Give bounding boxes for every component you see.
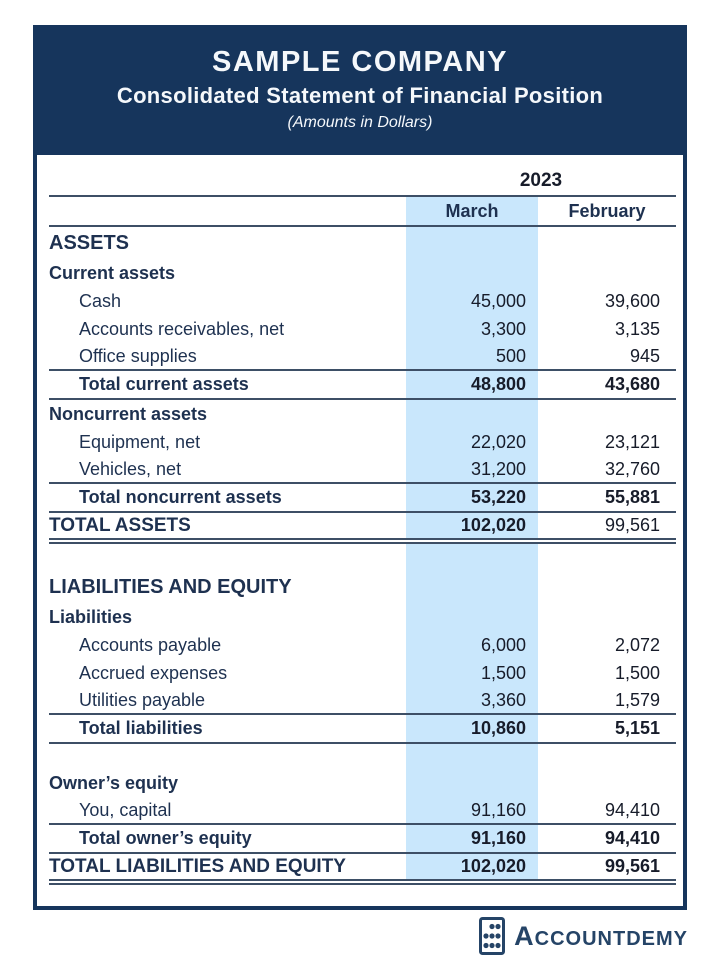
item-row bbox=[49, 456, 676, 484]
march-value bbox=[406, 744, 538, 769]
row-label: Accrued expenses bbox=[79, 662, 228, 683]
march-value: 45,000 bbox=[406, 287, 538, 315]
row-label: Utilities payable bbox=[79, 689, 206, 710]
grand-row bbox=[49, 513, 676, 544]
subsection-row bbox=[49, 603, 676, 631]
march-value: 6,000 bbox=[406, 631, 538, 659]
row-label: Cash bbox=[79, 290, 122, 311]
row-label: Total current assets bbox=[79, 374, 249, 394]
march-value bbox=[406, 227, 538, 259]
row-label: Liabilities bbox=[49, 606, 133, 627]
total-row bbox=[49, 715, 676, 744]
item-row bbox=[49, 659, 676, 687]
year-row bbox=[49, 167, 676, 197]
subsection-row bbox=[49, 769, 676, 797]
total-row bbox=[49, 484, 676, 513]
row-label: TOTAL LIABILITIES AND EQUITY bbox=[49, 855, 346, 877]
march-value: 102,020 bbox=[406, 854, 538, 879]
march-value: 1,500 bbox=[406, 659, 538, 687]
february-value: 55,881 bbox=[604, 487, 660, 507]
item-row bbox=[49, 687, 676, 715]
column-header-spacer bbox=[49, 197, 406, 225]
february-value bbox=[538, 744, 676, 769]
row-label: Owner’s equity bbox=[49, 772, 179, 793]
statement-subtitle: (Amounts in Dollars) bbox=[287, 114, 433, 132]
statement-title: Consolidated Statement of Financial Position bbox=[116, 83, 604, 109]
march-value bbox=[406, 769, 538, 797]
row-label bbox=[49, 544, 406, 571]
column-header-row bbox=[49, 197, 676, 227]
march-value: 91,160 bbox=[406, 825, 538, 852]
march-value: 22,020 bbox=[406, 428, 538, 456]
total-row bbox=[49, 371, 676, 400]
total-row bbox=[49, 825, 676, 854]
february-value bbox=[538, 227, 676, 259]
february-value: 1,579 bbox=[614, 689, 660, 710]
item-row bbox=[49, 287, 676, 315]
march-value bbox=[406, 571, 538, 603]
february-value: 99,561 bbox=[604, 856, 660, 876]
february-value bbox=[538, 571, 676, 603]
item-row bbox=[49, 631, 676, 659]
february-value: 1,500 bbox=[614, 662, 660, 683]
february-value bbox=[538, 544, 676, 571]
february-value: 945 bbox=[629, 345, 660, 366]
row-label: Noncurrent assets bbox=[49, 403, 208, 424]
grand-row bbox=[49, 854, 676, 885]
row-label: Total owner’s equity bbox=[79, 828, 252, 848]
abacus-logo-icon bbox=[479, 917, 505, 955]
year-label: 2023 bbox=[519, 170, 563, 191]
february-value bbox=[538, 769, 676, 797]
row-label: Vehicles, net bbox=[79, 458, 182, 479]
item-row bbox=[49, 315, 676, 343]
march-value: 91,160 bbox=[406, 797, 538, 823]
row-label bbox=[49, 744, 406, 769]
row-label: Total liabilities bbox=[79, 718, 203, 738]
company-name: SAMPLE COMPANY bbox=[212, 46, 508, 78]
march-value: 3,300 bbox=[406, 315, 538, 343]
column-header-february: February bbox=[568, 200, 646, 221]
row-label: Accounts receivables, net bbox=[79, 318, 285, 339]
statement-header bbox=[37, 29, 683, 155]
section-row bbox=[49, 227, 676, 259]
row-label: TOTAL ASSETS bbox=[49, 514, 191, 536]
subsection-row bbox=[49, 259, 676, 287]
march-value: 500 bbox=[406, 343, 538, 369]
spacer-row bbox=[49, 744, 676, 769]
march-value: 3,360 bbox=[406, 687, 538, 713]
march-value bbox=[406, 544, 538, 571]
column-header-march: March bbox=[406, 197, 538, 225]
row-label: ASSETS bbox=[49, 231, 130, 254]
statement-panel bbox=[33, 25, 687, 910]
february-value: 94,410 bbox=[604, 799, 660, 820]
february-value: 2,072 bbox=[614, 634, 660, 655]
spacer-row bbox=[49, 544, 676, 571]
february-value bbox=[538, 259, 676, 287]
february-value: 5,151 bbox=[614, 718, 660, 738]
year-row-spacer bbox=[49, 167, 406, 195]
march-value bbox=[406, 603, 538, 631]
march-value: 53,220 bbox=[406, 484, 538, 511]
march-value: 10,860 bbox=[406, 715, 538, 742]
february-value: 3,135 bbox=[614, 318, 660, 339]
item-row bbox=[49, 343, 676, 371]
item-row bbox=[49, 428, 676, 456]
row-label: Equipment, net bbox=[79, 431, 201, 452]
row-label: You, capital bbox=[79, 799, 172, 820]
march-value bbox=[406, 400, 538, 428]
march-value: 31,200 bbox=[406, 456, 538, 482]
brand-footer bbox=[479, 915, 688, 957]
row-label: Total noncurrent assets bbox=[79, 487, 282, 507]
february-value bbox=[538, 603, 676, 631]
march-value: 48,800 bbox=[406, 371, 538, 398]
march-value bbox=[406, 259, 538, 287]
row-label: Accounts payable bbox=[79, 634, 222, 655]
section-row bbox=[49, 571, 676, 603]
item-row bbox=[49, 797, 676, 825]
february-value: 32,760 bbox=[604, 458, 660, 479]
row-label: LIABILITIES AND EQUITY bbox=[49, 575, 292, 598]
row-label: Office supplies bbox=[79, 345, 197, 366]
february-value bbox=[538, 400, 676, 428]
subsection-row bbox=[49, 400, 676, 428]
february-value: 39,600 bbox=[604, 290, 660, 311]
statement-table bbox=[37, 155, 683, 885]
table-rows bbox=[49, 227, 676, 885]
february-value: 23,121 bbox=[604, 431, 660, 452]
february-value: 94,410 bbox=[604, 828, 660, 848]
brand-name: ACCOUNTDEMY bbox=[514, 920, 688, 951]
february-value: 99,561 bbox=[604, 515, 660, 535]
february-value: 43,680 bbox=[604, 374, 660, 394]
row-label: Current assets bbox=[49, 262, 176, 283]
march-value: 102,020 bbox=[406, 513, 538, 538]
